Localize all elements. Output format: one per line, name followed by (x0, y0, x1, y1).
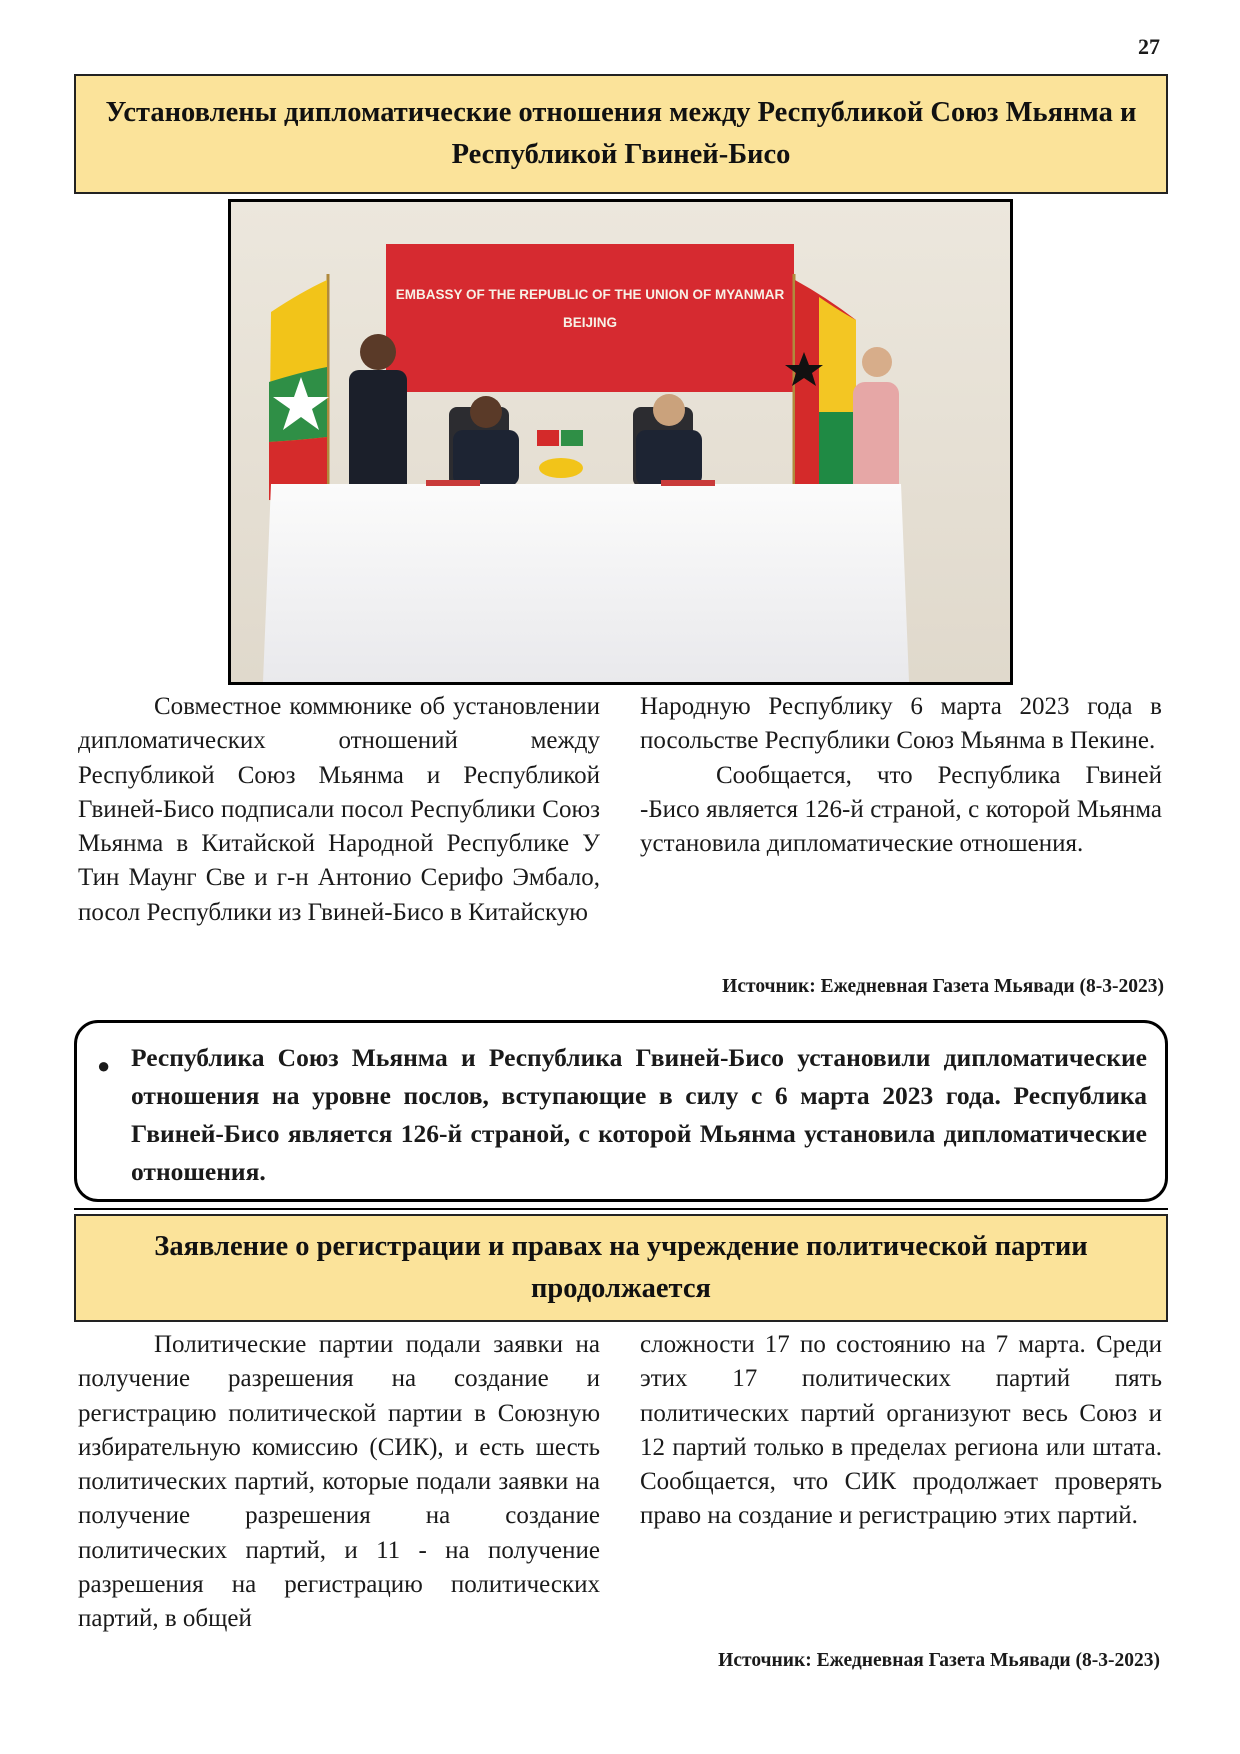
highlight-box (74, 1020, 1168, 1202)
article2-source: Источник: Ежедневная Газета Мьявади (8-3-2023) (718, 1650, 1160, 1671)
signing-ceremony-photo (231, 202, 1010, 682)
highlight-bullet-text: Республика Союз Мьянма и Республика Гвиней-Бисо установили дипломатические отношения на уровне послов, вступающие в силу с 6 марта 2023 года. Республика Гвиней-Бисо является 126-й страной, с которой Мьянма установила дипломатические отношения. (131, 1043, 1147, 1186)
person-seated-right (636, 430, 702, 486)
bullet-icon: ● (97, 1053, 111, 1078)
article1-left-column (78, 690, 600, 930)
banner-line-1: EMBASSY OF THE REPUBLIC OF THE UNION OF MYANMAR (395, 287, 785, 302)
signing-table (263, 484, 909, 682)
article1-right-column (640, 690, 1162, 861)
banner-line-2: BEIJING (562, 315, 618, 330)
person-seated-left (453, 430, 519, 486)
article1-title: Установлены дипломатические отношения между Республикой Союз Мьянма и Республикой Гвиней-Бисо (74, 74, 1168, 194)
article1-source: Источник: Ежедневная Газета Мьявади (8-3-2023) (722, 976, 1164, 997)
page-number: 27 (1138, 34, 1160, 59)
article2-left-column (78, 1328, 600, 1637)
article1-left-text: Совместное коммюнике об установлении дипломатических отношений между Республикой Союз Мьянма и Республикой Гвиней-Бисо подписали посол Республики Союз Мьянма в Китайской Народной Республике У Тин Маунг Све и г-н Антонио Серифо Эмбало, посол Республики из Гвиней-Бисо в Китайскую (78, 693, 600, 926)
article2-left-text: Политические партии подали заявки на получение разрешения на создание и регистрацию политической партии в Союзную избирательную комиссию (СИК), и есть шесть политических партий, которые подали заявки на получение разрешения на создание политических партий, и 11 - на получение разрешения на регистрацию политических партий, в общей (78, 1331, 600, 1633)
person-standing-left (349, 370, 407, 494)
article2-title: Заявление о регистрации и правах на учреждение политической партии продолжается (74, 1214, 1168, 1322)
section-divider (74, 1208, 1168, 1210)
article2-right-column (640, 1328, 1162, 1534)
article1-photo (228, 199, 1013, 685)
article1-right-text-1: Народную Республику 6 марта 2023 года в посольстве Республики Союз Мьянма в Пекине. (640, 693, 1162, 755)
article1-right-text-2: Сообщается, что Республика Гвиней -Бисо является 126-й страной, с которой Мьянма установила дипломатические отношения. (640, 761, 1162, 858)
article2-right-text: сложности 17 по состоянию на 7 марта. Среди этих 17 политических партий пять политических партий организуют весь Союз и 12 партий только в пределах региона или штата. Сообщается, что СИК продолжает проверять право на создание и регистрацию этих партий. (640, 1331, 1162, 1530)
